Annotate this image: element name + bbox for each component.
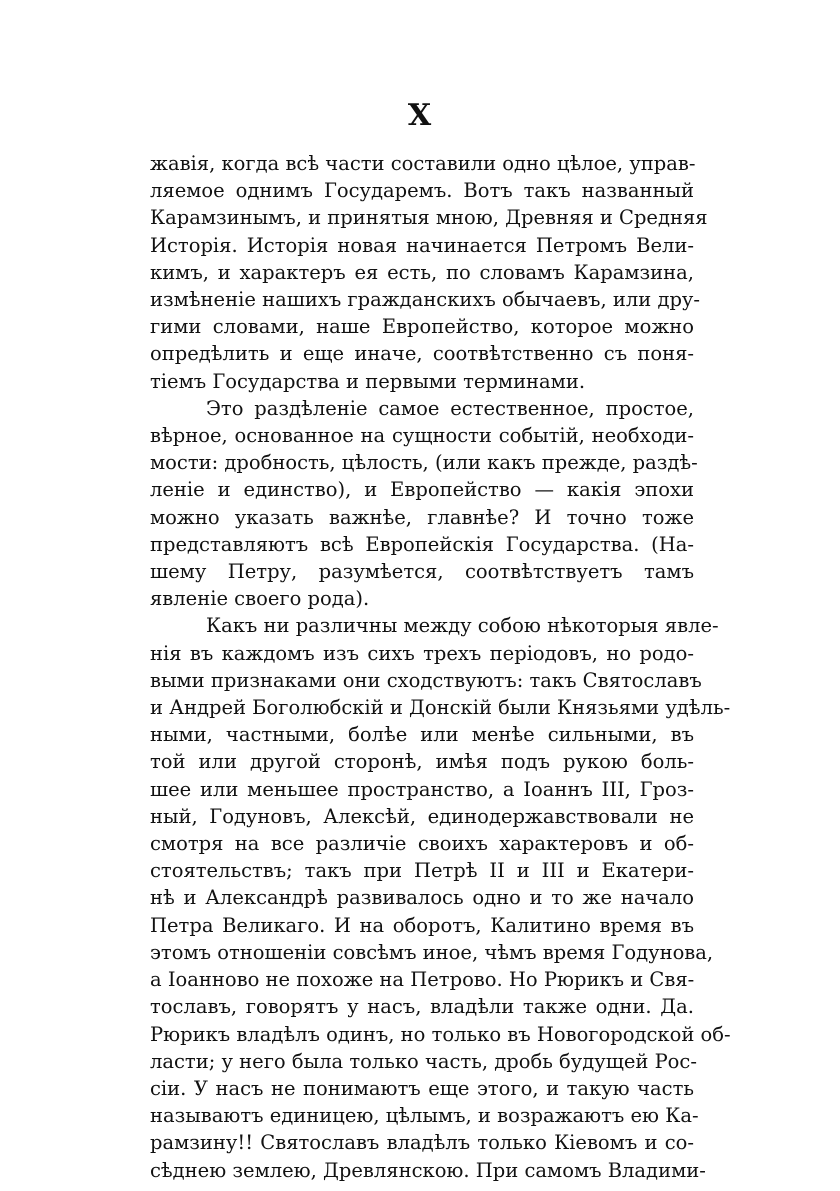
text-line: Карамзинымъ, и принятыя мною, Древняя и Средняя: [150, 206, 708, 230]
text-line: сіи. У насъ не понимаютъ еще этого, и такую часть: [150, 1076, 694, 1100]
text-line: шее или меньшее пространство, а Іоаннъ III, Гроз-: [150, 777, 694, 801]
text-line: Это раздѣленіе самое естественное, простое,: [206, 396, 694, 420]
page-number: X: [407, 98, 433, 133]
text-line: ляемое однимъ Государемъ. Вотъ такъ названный: [150, 179, 694, 203]
text-line: шему Петру, разумѣется, соотвѣтствуетъ тамъ: [150, 560, 694, 584]
text-line: той или другой сторонѣ, имѣя подъ рукою боль-: [150, 750, 694, 774]
text-line: называютъ единицею, цѣлымъ, и возражаютъ ею Ка-: [150, 1104, 699, 1128]
text-line: леніе и единство), и Европейство — какія эпохи: [150, 478, 694, 502]
body-text: [150, 150, 731, 1184]
text-line: а Іоанново не похоже на Петрово. Но Рюрикъ и Свя-: [150, 968, 695, 992]
text-line: опредѣлить и еще иначе, соотвѣтственно съ поня-: [150, 342, 694, 366]
text-line: ный, Годуновъ, Алексѣй, единодержавствовали не: [150, 804, 694, 828]
text-line: Какъ ни различны между собою нѣкоторыя явле-: [206, 614, 719, 638]
text-line: представляютъ всѣ Европейскія Государства. (На-: [150, 532, 694, 556]
text-line: тіемъ Государства и первыми терминами.: [150, 369, 586, 393]
text-line: этомъ отношеніи совсѣмъ иное, чѣмъ время Годунова,: [150, 940, 714, 964]
text-line: мости: дробность, цѣлость, (или какъ прежде, раздѣ-: [150, 451, 698, 475]
text-line: и Андрей Боголюбскій и Донскій были Князьями удѣль-: [150, 696, 731, 720]
text-line: сѣднею землею, Древлянскою. При самомъ Владими-: [150, 1158, 706, 1182]
text-line: выми признаками они сходствуютъ: такъ Святославъ: [150, 668, 702, 692]
text-line: измѣненіе нашихъ гражданскихъ обычаевъ, или дру-: [150, 288, 700, 312]
text-line: жавія, когда всѣ части составили одно цѣлое, управ-: [150, 152, 696, 175]
text-line: нѣ и Александрѣ развивалось одно и то же начало: [150, 886, 694, 910]
text-line: Петра Великаго. И на оборотъ, Калитино время въ: [150, 913, 694, 937]
text-line: тославъ, говорятъ у насъ, владѣли также одни. Да.: [150, 995, 694, 1019]
text-line: гими словами, наше Европейство, которое можно: [150, 315, 694, 339]
text-line: кимъ, и характеръ ея есть, по словамъ Карамзина,: [150, 260, 694, 284]
text-line: смотря на все различіе своихъ характеровъ и об-: [150, 832, 694, 856]
text-line: стоятельствъ; такъ при Петрѣ II и III и Екатери-: [150, 859, 694, 883]
text-line: нія въ каждомъ изъ сихъ трехъ періодовъ, но родо-: [150, 641, 694, 665]
text-line: вѣрное, основанное на сущности событій, необходи-: [150, 424, 694, 448]
text-line: рамзину!! Святославъ владѣлъ только Кіевомъ и со-: [150, 1131, 694, 1155]
text-line: Исторія. Исторія новая начинается Петромъ Вели-: [150, 233, 694, 257]
text-line: можно указать важнѣе, главнѣе? И точно тоже: [150, 505, 694, 529]
text-line: Рюрикъ владѣлъ одинъ, но только въ Новогородской об-: [150, 1022, 731, 1046]
text-line: ласти; у него была только часть, дробь будущей Рос-: [150, 1049, 697, 1073]
text-line: ными, частными, болѣе или менѣе сильными, въ: [150, 723, 694, 747]
text-line: явленіе своего рода).: [150, 587, 370, 611]
